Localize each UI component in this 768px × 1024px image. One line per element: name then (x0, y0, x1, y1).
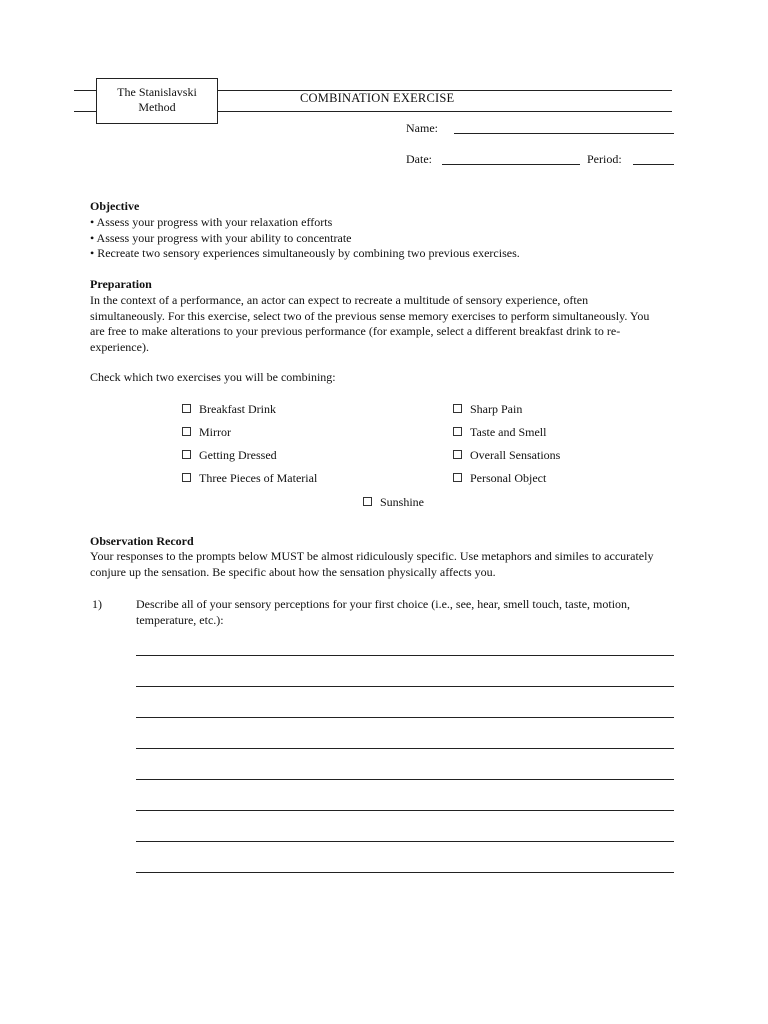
checkbox-icon[interactable] (453, 404, 462, 413)
period-label: Period: (587, 152, 622, 166)
objective-bullet-1: • Assess your progress with your relaxation efforts (90, 215, 333, 229)
header-rule-bottom-right (218, 111, 672, 112)
option-sunshine[interactable] (363, 495, 424, 510)
logo-line-1: The Stanislavski (117, 85, 197, 99)
answer-line[interactable] (136, 841, 674, 842)
logo-line-2: Method (138, 100, 176, 114)
answer-line[interactable] (136, 686, 674, 687)
header-rule-top-left (74, 90, 96, 91)
answer-line[interactable] (136, 655, 674, 656)
checkbox-icon[interactable] (182, 404, 191, 413)
option-personal-object[interactable] (453, 471, 546, 486)
preparation-heading: Preparation (90, 277, 152, 291)
option-three-pieces-of-material[interactable] (182, 471, 317, 486)
option-label: Getting Dressed (199, 448, 277, 462)
option-getting-dressed[interactable] (182, 448, 277, 463)
checkbox-icon[interactable] (182, 427, 191, 436)
checkbox-icon[interactable] (182, 473, 191, 482)
name-field[interactable] (454, 133, 674, 134)
date-field[interactable] (442, 164, 580, 165)
answer-line[interactable] (136, 872, 674, 873)
option-mirror[interactable] (182, 425, 231, 440)
option-label: Overall Sensations (470, 448, 561, 462)
period-field[interactable] (633, 164, 674, 165)
name-label: Name: (406, 121, 438, 135)
checkbox-icon[interactable] (182, 450, 191, 459)
question-number: 1) (92, 597, 102, 611)
option-label: Three Pieces of Material (199, 471, 318, 485)
checkbox-icon[interactable] (453, 427, 462, 436)
preparation-paragraph: In the context of a performance, an actor can expect to recreate a multitude of sensory experience, often simultaneously. For this exercise, select two of the previous sense memory exercises to perform simultaneously. You are free to make alterations to your previous performance (for example, select a different breakfast drink to re-experience). (90, 293, 650, 354)
observation-paragraph: Your responses to the prompts below MUST be almost ridiculously specific. Use metaphors and similes to accurately conjure up the sensation. Be specific about how the sensation physically affects you. (90, 549, 654, 579)
option-label: Taste and Smell (470, 425, 547, 439)
answer-line[interactable] (136, 810, 674, 811)
option-label: Breakfast Drink (199, 402, 276, 416)
answer-line[interactable] (136, 717, 674, 718)
option-label: Personal Object (470, 471, 547, 485)
date-label: Date: (406, 152, 432, 166)
option-taste-and-smell[interactable] (453, 425, 546, 440)
checkbox-icon[interactable] (453, 450, 462, 459)
objective-bullet-2: • Assess your progress with your ability to concentrate (90, 231, 352, 245)
method-logo-box (96, 78, 218, 124)
document-title: COMBINATION EXERCISE (300, 91, 455, 105)
header-rule-bottom-left (74, 111, 96, 112)
option-overall-sensations[interactable] (453, 448, 560, 463)
objective-heading: Objective (90, 199, 140, 213)
option-label: Sunshine (380, 495, 425, 509)
answer-line[interactable] (136, 779, 674, 780)
option-label: Sharp Pain (470, 402, 523, 416)
answer-line[interactable] (136, 748, 674, 749)
check-instruction: Check which two exercises you will be combining: (90, 370, 336, 384)
question-text: Describe all of your sensory perceptions for your first choice (i.e., see, hear, smell touch, taste, motion, temperature, etc.): (136, 597, 631, 627)
objective-bullet-3: • Recreate two sensory experiences simultaneously by combining two previous exercises. (90, 246, 520, 260)
option-sharp-pain[interactable] (453, 402, 522, 417)
option-breakfast-drink[interactable] (182, 402, 276, 417)
observation-heading: Observation Record (90, 534, 194, 548)
checkbox-icon[interactable] (453, 473, 462, 482)
checkbox-icon[interactable] (363, 497, 372, 506)
option-label: Mirror (199, 425, 231, 439)
